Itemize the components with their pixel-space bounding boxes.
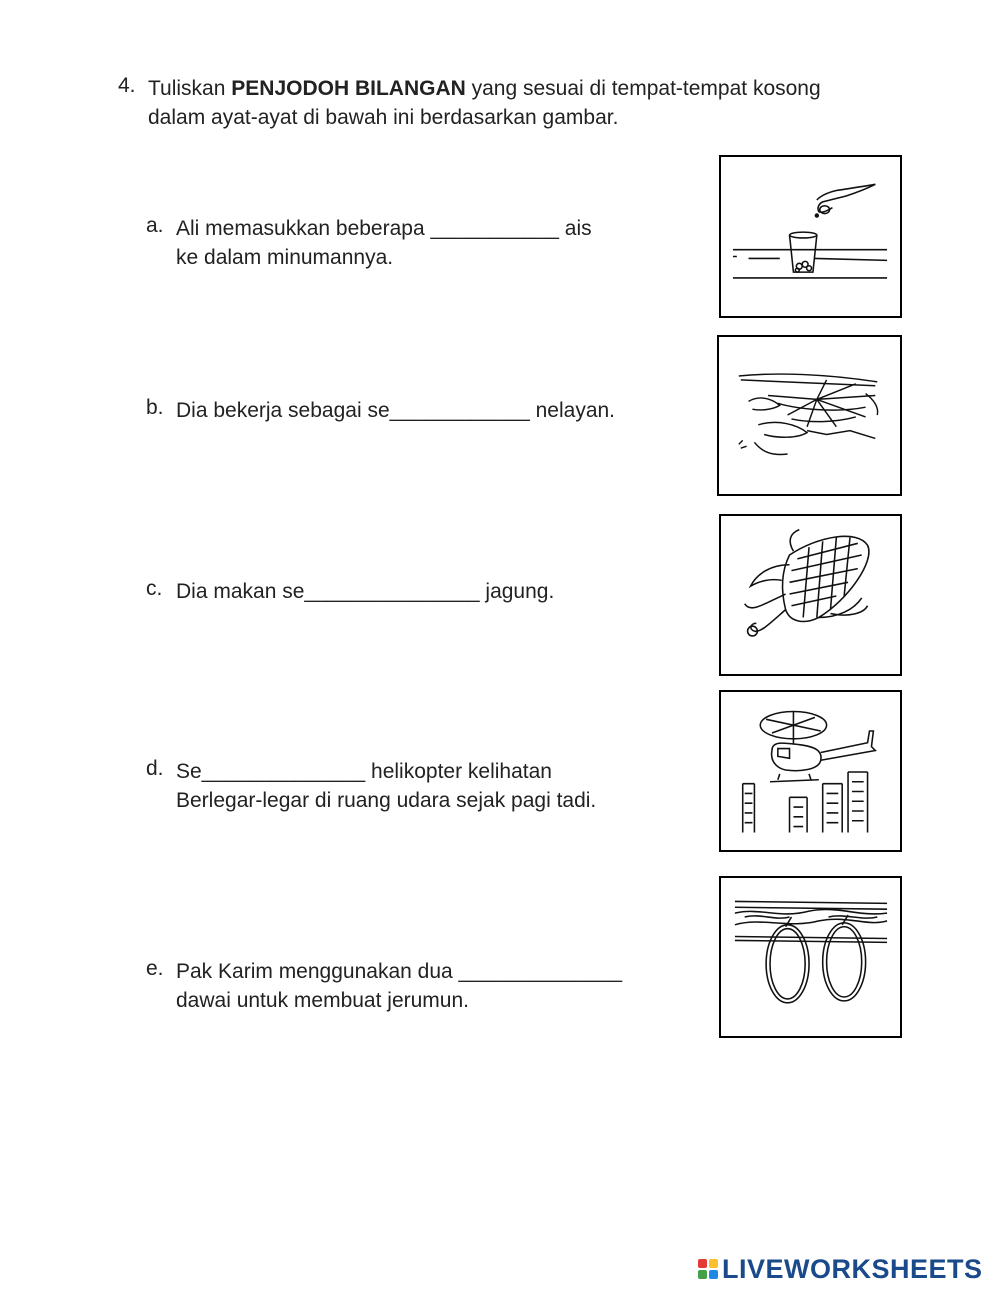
item-c-text <box>176 577 696 606</box>
item-b-line1: Dia bekerja sebagai se____________ nelayan. <box>176 399 616 422</box>
item-d-line1: Se______________ helikopter kelihatan <box>176 760 552 783</box>
question-instruction <box>148 74 928 132</box>
corn-icon <box>719 514 902 676</box>
item-e-letter: e. <box>146 957 164 980</box>
logo-block-blue <box>709 1270 718 1279</box>
item-b-text <box>176 396 696 425</box>
item-b-letter: b. <box>146 396 164 419</box>
logo-text: LIVEWORKSHEETS <box>722 1253 983 1284</box>
item-a-line2: ke dalam minumannya. <box>176 246 394 269</box>
item-a-letter: a. <box>146 214 164 237</box>
wire-rings-icon <box>719 876 902 1038</box>
liveworksheets-logo[interactable] <box>698 1252 983 1286</box>
instruction-after: yang sesuai di tempat-tempat kosong <box>465 77 821 100</box>
instruction-before: Tuliskan <box>148 77 232 100</box>
item-a-line1: Ali memasukkan beberapa ___________ ais <box>176 217 592 240</box>
liveworksheets-logo-icon <box>698 1259 718 1279</box>
logo-block-green <box>698 1270 707 1279</box>
helicopter-icon <box>719 690 902 852</box>
item-c-line1: Dia makan se_______________ jagung. <box>176 580 555 603</box>
item-d-letter: d. <box>146 757 164 780</box>
ice-in-glass-icon <box>719 155 902 318</box>
item-d-line2: Berlegar-legar di ruang udara sejak pagi tadi. <box>176 789 597 812</box>
item-a-text <box>176 214 696 272</box>
item-d-text <box>176 757 696 815</box>
item-e-line1: Pak Karim menggunakan dua ______________ <box>176 960 623 983</box>
logo-block-red <box>698 1259 707 1268</box>
fishing-net-icon <box>717 335 902 496</box>
question-number: 4. <box>118 74 136 97</box>
item-e-text <box>176 957 696 1015</box>
instruction-line-2: dalam ayat-ayat di bawah ini berdasarkan gambar. <box>148 106 619 129</box>
item-c-letter: c. <box>146 577 163 600</box>
logo-block-yellow <box>709 1259 718 1268</box>
instruction-keyword: PENJODOH BILANGAN <box>231 77 466 100</box>
item-e-line2: dawai untuk membuat jerumun. <box>176 989 469 1012</box>
